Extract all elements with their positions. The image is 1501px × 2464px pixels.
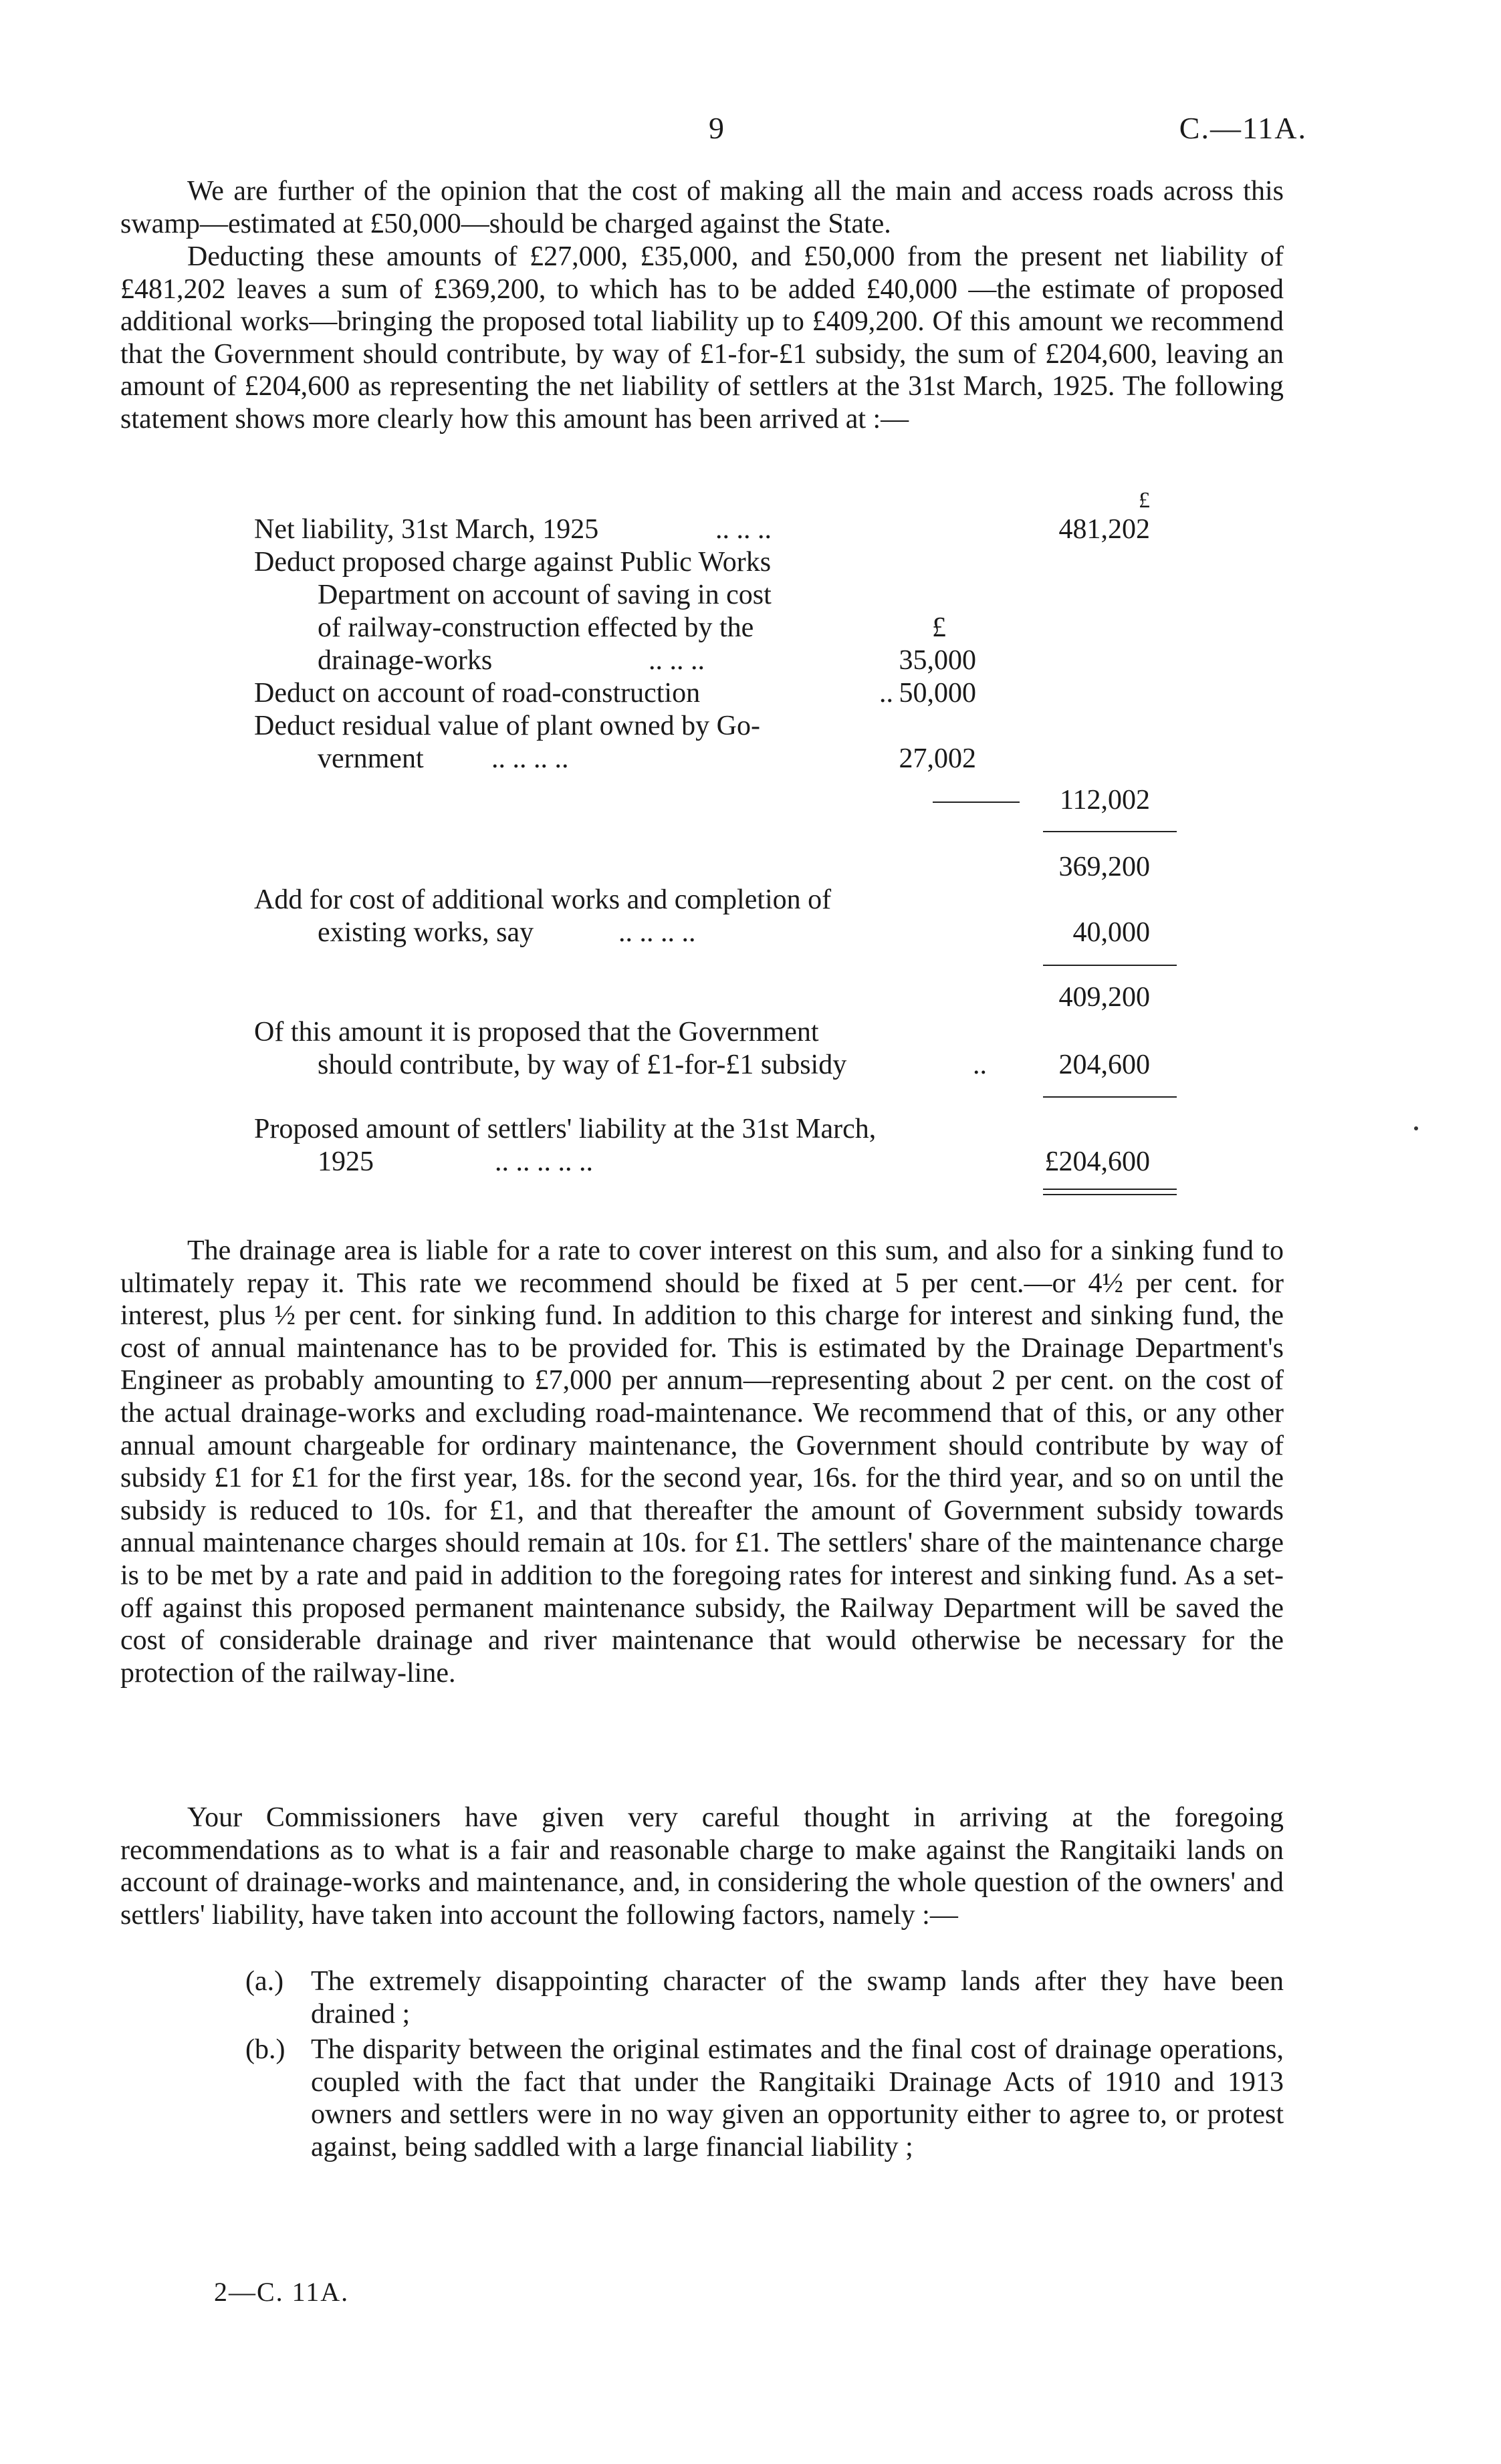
- row-deduct-road: [254, 677, 1177, 710]
- list-marker: (a.): [245, 1966, 284, 1997]
- paragraph-deductions-summary: Deducting these amounts of £27,000, £35,000, and £50,000 from the present net liability of £481,202 leaves a sum of £369,200, to which has to be added £40,000 —the estimate of proposed additional works—bringing the proposed total liability up to £409,200. Of this amount we recommend that the Government should contribute, by way of £1-for-£1 subsidy, the sum of £204,600, leaving an amount of £204,600 as representing the net liability of settlers at the 31st March, 1925. The following statement shows more clearly how this amount has been arrived at :—: [120, 241, 1284, 435]
- row-label-line: vernment: [318, 743, 424, 774]
- row-label-line: Of this amount it is proposed that the Government: [254, 1017, 819, 1048]
- column-currency-symbol: £: [1139, 488, 1150, 513]
- row-leaders: .. .. .. ..: [491, 743, 569, 774]
- paragraph-roads-cost: We are further of the opinion that the cost of making all the main and access roads across this swamp—estimated at £50,000—should be charged against the State.: [120, 176, 1284, 239]
- row-label-line: Deduct residual value of plant owned by Go-: [254, 711, 760, 741]
- row-label-line: Proposed amount of settlers' liability at the 31st March,: [254, 1114, 877, 1144]
- row-label-line: Add for cost of additional works and completion of: [254, 884, 832, 915]
- row-leaders: .. .. .. ..: [618, 917, 696, 948]
- row-subtotal-two: [254, 981, 1177, 1014]
- row-amount: 481,202: [1058, 514, 1150, 545]
- page-header: [0, 110, 1501, 150]
- list-item-text: The disparity between the original estimates and the final cost of drainage operations, coupled with the fact that under the Rangitaiki Drainage Acts of 1910 and 1913 owners and settlers were in no way given an opportunity either to agree to, or protest against, being saddled with a large financial liability ;: [311, 2034, 1284, 2163]
- liability-statement: [254, 485, 1177, 1207]
- row-amount: 112,002: [1060, 785, 1150, 816]
- row-amount: 50,000: [899, 678, 976, 709]
- row-deduct-public-works: [254, 644, 1177, 677]
- factor-list-item: [247, 1965, 1284, 2030]
- document-reference: C.—11A.: [1179, 111, 1307, 145]
- row-government-contribution: [254, 1049, 1177, 1082]
- row-net-liability: [254, 513, 1177, 546]
- row-leaders: ..: [879, 678, 893, 709]
- row-label-line: drainage-works: [318, 645, 493, 676]
- total-rule: [1043, 831, 1177, 832]
- row-amount: 27,002: [899, 743, 976, 774]
- row-settlers-liability: [254, 1146, 1177, 1179]
- row-label-line: Deduct proposed charge against Public Works: [254, 547, 772, 578]
- paragraph-commissioners-factors: Your Commissioners have given very careful thought in arriving at the foregoing recommendations as to what is a fair and reasonable charge to make against the Rangitaiki lands on account of drainage-works and maintenance, and, in considering the whole question of the owners' and settlers' liability, have taken into account the following factors, namely :—: [120, 1802, 1284, 1931]
- row-label: Deduct on account of road-construction: [254, 678, 701, 709]
- row-leaders: .. .. ..: [649, 645, 705, 676]
- row-label-line: 1925: [318, 1146, 374, 1177]
- list-marker: (b.): [245, 2034, 285, 2065]
- row-amount: £204,600: [1044, 1146, 1150, 1177]
- row-label-line: should contribute, by way of £1-for-£1 subsidy: [318, 1050, 847, 1080]
- row-add-works: [254, 916, 1177, 949]
- row-deductions-total: [254, 784, 1177, 817]
- row-leaders: .. .. ..: [715, 514, 772, 545]
- row-amount: 409,200: [1058, 982, 1150, 1013]
- column-currency-symbol: £: [932, 612, 946, 643]
- row-amount: 35,000: [899, 645, 976, 676]
- row-subtotal-one: [254, 851, 1177, 884]
- page-footer-signature: 2—C. 11A.: [214, 2277, 350, 2307]
- row-deduct-plant: [254, 743, 1177, 775]
- page-number: 9: [709, 111, 724, 145]
- total-rule: [1043, 1096, 1177, 1098]
- row-label-line: existing works, say: [318, 917, 534, 948]
- row-amount: 369,200: [1058, 852, 1150, 882]
- total-rule: [1043, 965, 1177, 966]
- row-label-line: of railway-construction effected by the: [318, 612, 754, 643]
- double-rule-bottom: [1043, 1194, 1177, 1195]
- row-label-line: Department on account of saving in cost: [318, 580, 772, 610]
- list-item-text: The extremely disappointing character of the swamp lands after they have been drained ;: [311, 1966, 1284, 2029]
- margin-mark: [1414, 1126, 1418, 1130]
- row-leaders: ..: [973, 1050, 987, 1080]
- row-amount: 204,600: [1058, 1050, 1150, 1080]
- factor-list-item: [247, 2034, 1284, 2163]
- paragraph-rates-maintenance: The drainage area is liable for a rate to cover interest on this sum, and also for a sinking fund to ultimately repay it. This rate we recommend should be fixed at 5 per cent.—or 4½ per cent. for interest, plus ½ per cent. for sinking fund. In addition to this charge for interest and sinking fund, the cost of annual maintenance has to be provided for. This is estimated by the Drainage Department's Engineer as probably amounting to £7,000 per annum—representing about 2 per cent. on the cost of the actual drainage-works and excluding road-maintenance. We recommend that of this, or any other annual amount chargeable for ordinary maintenance, the Government should contribute by way of subsidy £1 for £1 for the first year, 18s. for the second year, 16s. for the third year, and so on until the subsidy is reduced to 10s. for £1, and that thereafter the amount of Government subsidy towards annual maintenance charges should remain at 10s. for £1. The settlers' share of the maintenance charge is to be met by a rate and paid in addition to the foregoing rates for interest and sinking fund. As a set-off against this proposed permanent maintenance subsidy, the Railway Department will be saved the cost of considerable drainage and river maintenance that would otherwise be necessary for the protection of the railway-line.: [120, 1235, 1284, 1689]
- row-amount: 40,000: [1072, 917, 1150, 948]
- row-label: Net liability, 31st March, 1925: [254, 514, 599, 545]
- double-rule-top: [1043, 1189, 1177, 1190]
- row-leaders: .. .. .. .. ..: [495, 1146, 593, 1177]
